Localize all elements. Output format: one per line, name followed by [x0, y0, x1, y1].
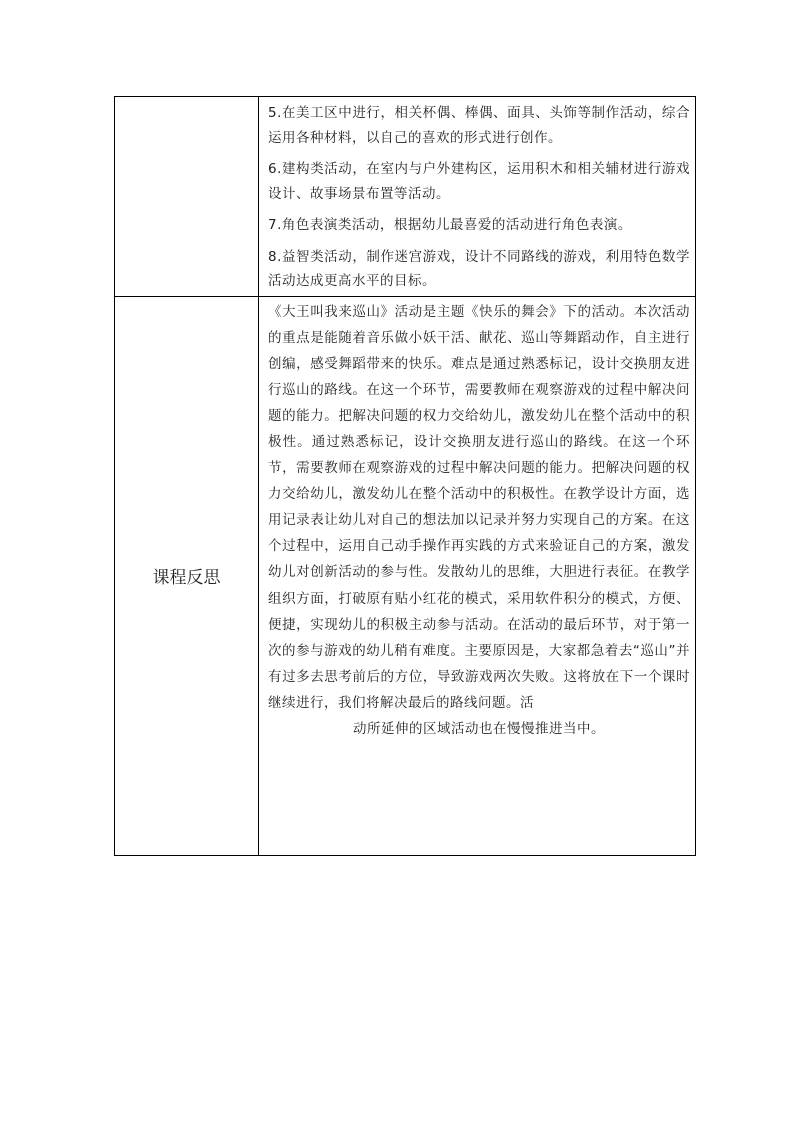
row-label-cell: [115, 97, 259, 297]
document-table: [114, 96, 696, 856]
list-item: 6.建构类活动，在室内与户外建构区，运用积木和相关辅材进行游戏设计、故事场景布置等活动。: [268, 161, 690, 202]
list-item: 8.益智类活动，制作迷宫游戏，设计不同路线的游戏，利用特色数学活动达成更高水平的目标。: [268, 248, 690, 289]
reflection-text: 《大王叫我来巡山》活动是主题《快乐的舞会》下的活动。本次活动的重点是能随着音乐做小妖干活、献花、巡山等舞蹈动作，自主进行创编，感受舞蹈带来的快乐。难点是通过熟悉标记，设计交换朋友进行巡山的路线。在这一个环节，需要教师在观察游戏的过程中解决问题的能力。把解决问题的权力交给幼儿，激发幼儿在整个活动中的积极性。通过熟悉标记，设计交换朋友进行巡山的路线。在这一个环节，需要教师在观察游戏的过程中解决问题的能力。把解决问题的权力交给幼儿，激发幼儿在整个活动中的积极性。在教学设计方面，选用记录表让幼儿对自己的想法加以记录并努力实现自己的方案。在这个过程中，运用自己动手操作再实践的方式来验证自己的方案，激发幼儿对创新活动的参与性。发散幼儿的思维，大胆进行表征。在教学组织方面，打破原有贴小红花的模式，采用软件积分的模式，方便、便捷，实现幼儿的积极主动参与活动。在活动的最后环节，对于第一次的参与游戏的幼儿稍有难度。主要原因是，大家都急着去“巡山”并有过多去思考前后的方位，导致游戏两次失败。这将放在下一个课时继续进行，我们将解决最后的路线问题。活: [268, 303, 690, 711]
table-row: [115, 296, 696, 855]
list-item: 7.角色表演类活动，根据幼儿最喜爱的活动进行角色表演。: [268, 217, 632, 233]
table-row: [115, 97, 696, 297]
row-label-cell: [115, 296, 259, 855]
list-item: 5.在美工区中进行，相关杯偶、棒偶、面具、头饰等制作活动，综合运用各种材料，以自己的喜欢的形式进行创作。: [268, 105, 690, 146]
activity-list-cell: [259, 97, 696, 297]
reflection-last-line: 动所延伸的区域活动也在慢慢推进当中。: [353, 721, 605, 737]
course-reflection-label: 课程反思: [152, 568, 221, 588]
reflection-cell: [259, 296, 696, 855]
